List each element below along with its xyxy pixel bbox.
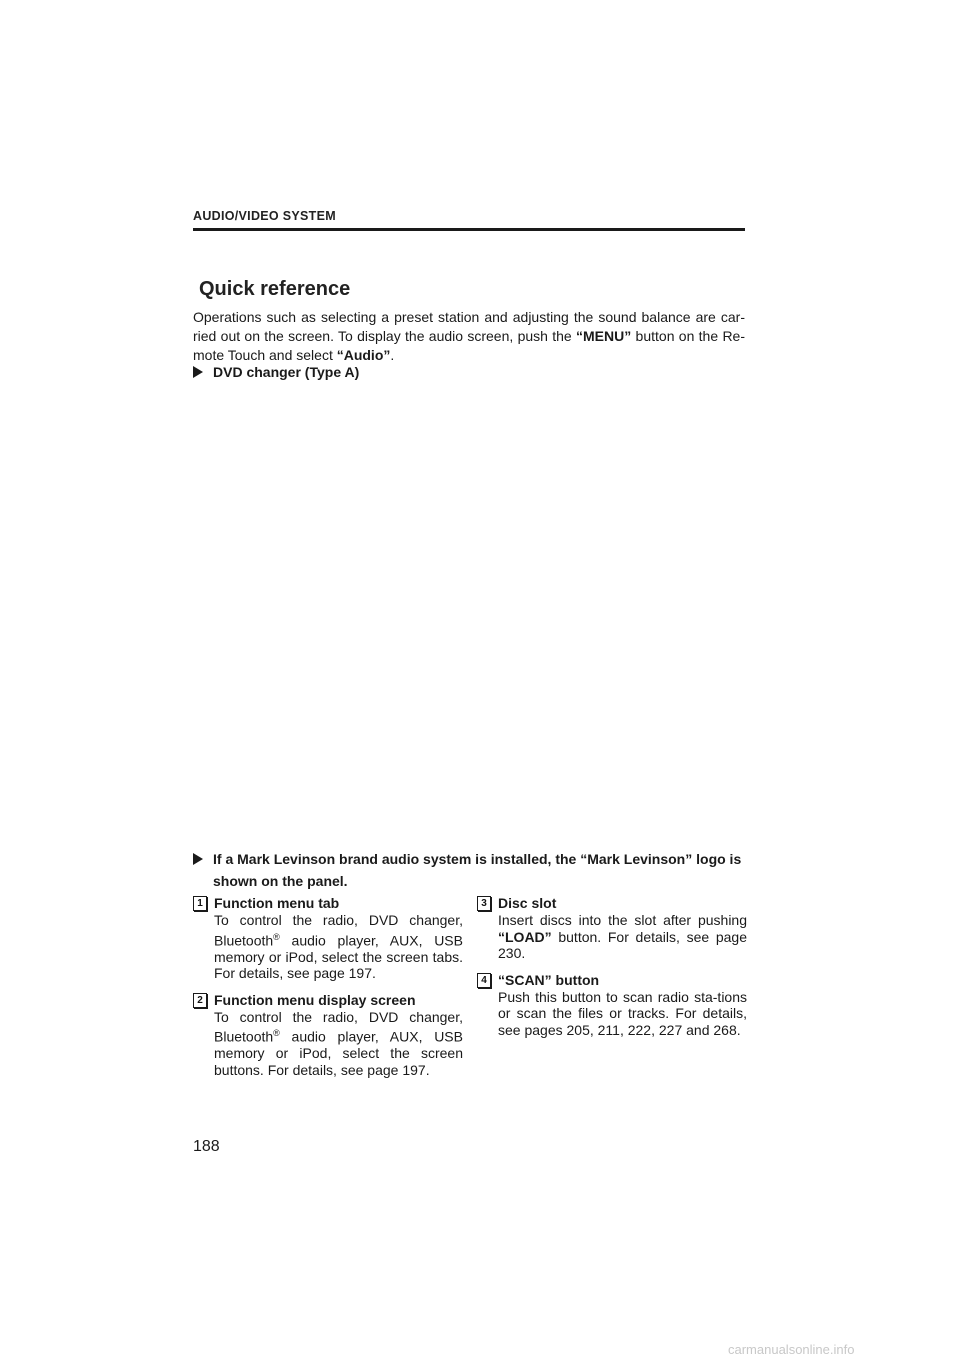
items-left-column: [193, 895, 463, 1088]
intro-menu-label: “MENU”: [576, 328, 632, 344]
page-number: 188: [193, 1138, 220, 1155]
item-body-text: Insert discs into the slot after pushing: [498, 912, 747, 928]
items-right-column: [477, 895, 747, 1048]
item-body-text: To control the radio, DVD changer, Bluetooth: [214, 1008, 463, 1045]
header-rule: [193, 228, 745, 231]
arrow-bullet-icon: [193, 853, 203, 865]
list-item-1: [193, 895, 463, 982]
intro-text-3: .: [390, 347, 395, 363]
number-badge: 2: [193, 993, 207, 1008]
bullet-dvd-text: DVD changer (Type A): [213, 364, 360, 380]
page-title: Quick reference: [199, 278, 351, 300]
item-body: [498, 912, 747, 962]
number-badge: 4: [477, 973, 491, 988]
list-item-3: [477, 895, 747, 962]
section-header: [193, 207, 745, 225]
item-body-text: audio player, AUX, USB memory or iPod, select the screen tabs. For details, see page 197.: [214, 932, 463, 982]
number-badge: 3: [477, 896, 491, 911]
item-body: Push this button to scan radio sta-tions or scan the files or tracks. For details, see pages 205, 211, 222, 227 and 268.: [498, 988, 747, 1038]
intro-paragraph: [193, 308, 745, 365]
item-title: Function menu tab: [214, 895, 340, 911]
item-title: Disc slot: [498, 895, 557, 911]
item-body: [214, 1009, 463, 1079]
item-body-text: To control the radio, DVD changer, Bluetooth: [214, 912, 463, 949]
registered-mark: ®: [273, 1028, 280, 1039]
section-label: AUDIO/VIDEO SYSTEM: [193, 209, 336, 223]
bullet-mark-levinson: [193, 848, 745, 892]
registered-mark: ®: [273, 931, 280, 942]
item-body-text: button. For details, see page 230.: [498, 928, 747, 961]
item-title: Function menu display screen: [214, 991, 416, 1008]
list-item-2: [193, 992, 463, 1079]
intro-audio-label: “Audio”: [336, 347, 391, 363]
item-body-text: audio player, AUX, USB memory or iPod, select the screen buttons. For details, see page 197.: [214, 1028, 463, 1078]
item-body: [214, 912, 463, 982]
item-title: “SCAN” button: [498, 971, 600, 988]
arrow-bullet-icon: [193, 366, 203, 378]
number-badge: 1: [193, 896, 207, 911]
list-item-4: [477, 972, 747, 1039]
intro-text-2: button on the Re-mote Touch and select: [193, 328, 745, 363]
bullet-mark-levinson-text: If a Mark Levinson brand audio system is installed, the “Mark Levinson” logo is shown on the panel.: [213, 851, 742, 889]
watermark: carmanualsonline.info: [728, 1342, 855, 1357]
intro-text-1: Operations such as selecting a preset station and adjusting the sound balance are car-ried out on the screen. To display the audio screen, push the: [193, 309, 745, 344]
load-label: “LOAD”: [498, 928, 552, 945]
bullet-dvd-changer: [193, 361, 745, 383]
